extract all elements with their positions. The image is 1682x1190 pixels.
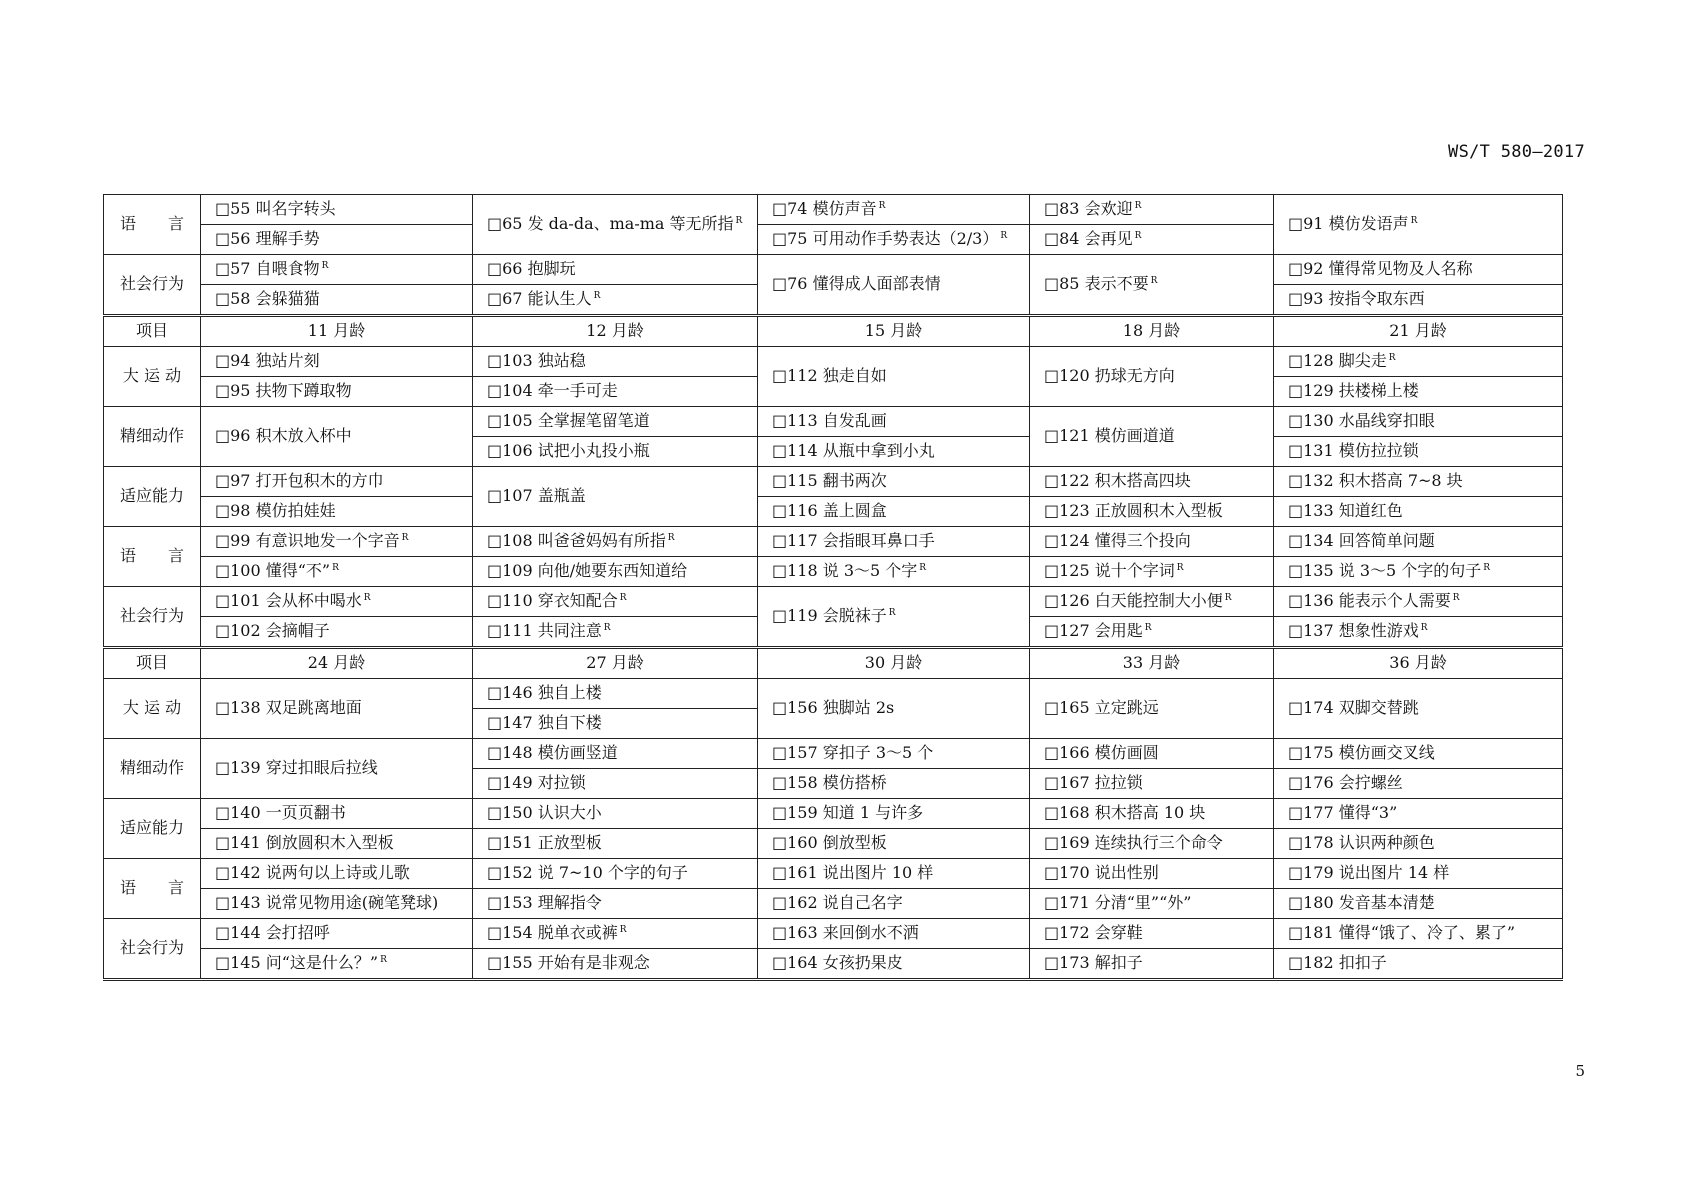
item-text: □74 模仿声音 (772, 199, 877, 219)
r-mark: R (1150, 275, 1158, 286)
item-text: □149 对拉锁 (487, 773, 586, 793)
item-text: □140 一页页翻书 (215, 803, 346, 823)
document-id: WS/T 580—2017 (1448, 142, 1585, 162)
item-text: □160 倒放型板 (772, 833, 887, 853)
item-text: □180 发音基本清楚 (1288, 893, 1435, 913)
item-text: □66 抱脚玩 (487, 259, 576, 279)
milestone-item (1030, 347, 1274, 407)
header-age: 21 月龄 (1274, 316, 1563, 347)
item-text: □132 积木搭高 7~8 块 (1288, 471, 1463, 491)
header-item: 项目 (104, 648, 201, 679)
item-text: □156 独脚站 2s (772, 698, 895, 718)
r-mark: R (919, 562, 927, 573)
milestone-item (1274, 769, 1563, 799)
item-text: □105 全掌握笔留笔道 (487, 411, 650, 431)
milestone-item (473, 347, 758, 377)
header-age: 15 月龄 (758, 316, 1030, 347)
milestone-item (1030, 679, 1274, 739)
item-text: □126 白天能控制大小便 (1044, 591, 1223, 611)
milestone-item (201, 255, 473, 285)
header-age: 27 月龄 (473, 648, 758, 679)
milestone-item (758, 527, 1030, 557)
milestone-item (473, 799, 758, 829)
milestone-item (758, 587, 1030, 648)
milestone-item (1030, 195, 1274, 225)
r-mark: R (619, 592, 627, 603)
milestone-item (1274, 437, 1563, 467)
milestone-item (1030, 617, 1274, 648)
item-text: □106 试把小丸投小瓶 (487, 441, 650, 461)
milestone-item (1274, 919, 1563, 949)
table-row (104, 829, 1563, 859)
milestone-item (201, 377, 473, 407)
milestone-item (758, 769, 1030, 799)
item-text: □92 懂得常见物及人名称 (1288, 259, 1473, 279)
milestone-item (758, 679, 1030, 739)
item-text: □147 独自下楼 (487, 713, 602, 733)
item-text: □166 模仿画圆 (1044, 743, 1159, 763)
item-text: □56 理解手势 (215, 229, 320, 249)
item-text: □65 发 da-da、ma-ma 等无所指 (487, 214, 734, 234)
item-text: □107 盖瓶盖 (487, 486, 586, 506)
item-text: □58 会躲猫猫 (215, 289, 320, 309)
milestone-item (1274, 467, 1563, 497)
milestone-item (758, 467, 1030, 497)
item-text: □117 会指眼耳鼻口手 (772, 531, 935, 551)
category-label: 精细动作 (104, 407, 201, 467)
milestone-item (1030, 587, 1274, 617)
item-text: □118 说 3～5 个字 (772, 561, 918, 581)
item-text: □142 说两句以上诗或儿歌 (215, 863, 410, 883)
item-text: □83 会欢迎 (1044, 199, 1133, 219)
milestone-item (758, 829, 1030, 859)
milestone-item (758, 255, 1030, 316)
milestone-item (1030, 799, 1274, 829)
item-text: □130 水晶线穿扣眼 (1288, 411, 1435, 431)
table-row (104, 587, 1563, 617)
item-text: □182 扣扣子 (1288, 953, 1387, 973)
item-text: □129 扶楼梯上楼 (1288, 381, 1419, 401)
item-text: □137 想象性游戏 (1288, 621, 1419, 641)
header-age: 33 月龄 (1030, 648, 1274, 679)
r-mark: R (332, 562, 339, 573)
item-text: □110 穿衣知配合 (487, 591, 618, 611)
milestone-item (473, 527, 758, 557)
r-mark: R (603, 622, 611, 633)
item-text: □111 共同注意 (487, 621, 602, 641)
milestone-item (758, 437, 1030, 467)
item-text: □122 积木搭高四块 (1044, 471, 1191, 491)
milestone-item (1274, 739, 1563, 769)
item-text: □179 说出图片 14 样 (1288, 863, 1450, 883)
header-age: 12 月龄 (473, 316, 758, 347)
header-age: 30 月龄 (758, 648, 1030, 679)
item-text: □120 扔球无方向 (1044, 366, 1175, 386)
item-text: □152 说 7~10 个字的句子 (487, 863, 688, 883)
item-text: □178 认识两种颜色 (1288, 833, 1435, 853)
item-text: □131 模仿拉拉锁 (1288, 441, 1419, 461)
item-text: □163 来回倒水不洒 (772, 923, 919, 943)
milestone-item (201, 527, 473, 557)
header-age: 24 月龄 (201, 648, 473, 679)
item-text: □99 有意识地发一个字音 (215, 531, 400, 551)
item-text: □127 会用匙 (1044, 621, 1143, 641)
table-row (104, 557, 1563, 587)
category-label: 语 言 (104, 195, 201, 255)
r-mark: R (401, 532, 409, 543)
item-text: □139 穿过扣眼后拉线 (215, 758, 378, 778)
milestone-item (473, 859, 758, 889)
r-mark: R (1134, 200, 1142, 211)
milestone-item (201, 919, 473, 949)
r-mark: R (1388, 352, 1396, 363)
milestone-item (1274, 255, 1563, 285)
milestone-item (758, 195, 1030, 225)
milestone-item (473, 709, 758, 739)
item-text: □176 会拧螺丝 (1288, 773, 1403, 793)
milestone-item (1274, 587, 1563, 617)
milestone-item (201, 225, 473, 255)
milestone-item (758, 739, 1030, 769)
milestone-item (758, 225, 1030, 255)
table-row (104, 195, 1563, 225)
r-mark: R (380, 954, 387, 965)
milestone-item (473, 285, 758, 316)
item-text: □144 会打招呼 (215, 923, 330, 943)
item-text: □175 模仿画交叉线 (1288, 743, 1435, 763)
category-label: 社会行为 (104, 255, 201, 316)
item-text: □158 模仿搭桥 (772, 773, 887, 793)
table-row (104, 679, 1563, 709)
milestone-item (201, 347, 473, 377)
item-text: □151 正放型板 (487, 833, 602, 853)
milestone-item (1274, 889, 1563, 919)
item-text: □146 独自上楼 (487, 683, 602, 703)
item-text: □124 懂得三个投向 (1044, 531, 1191, 551)
milestone-item (1274, 617, 1563, 648)
r-mark: R (667, 532, 675, 543)
r-mark: R (1176, 562, 1184, 573)
milestone-item (1030, 497, 1274, 527)
milestone-item (1030, 919, 1274, 949)
milestone-item (201, 587, 473, 617)
milestone-item (758, 889, 1030, 919)
table-row (104, 799, 1563, 829)
item-text: □98 模仿拍娃娃 (215, 501, 336, 521)
table-row (104, 497, 1563, 527)
page-number: 5 (1575, 1062, 1585, 1080)
item-text: □157 穿扣子 3～5 个 (772, 743, 934, 763)
r-mark: R (1410, 215, 1418, 226)
item-text: □133 知道红色 (1288, 501, 1403, 521)
milestone-item (1274, 195, 1563, 255)
milestone-item (473, 587, 758, 617)
r-mark: R (1000, 230, 1008, 241)
milestone-item (473, 617, 758, 648)
category-label: 适应能力 (104, 467, 201, 527)
milestone-table (103, 194, 1563, 981)
category-label: 社会行为 (104, 587, 201, 648)
table-row (104, 739, 1563, 769)
milestone-item (473, 949, 758, 980)
item-text: □173 解扣子 (1044, 953, 1143, 973)
item-text: □150 认识大小 (487, 803, 602, 823)
r-mark: R (888, 607, 896, 618)
header-item: 项目 (104, 316, 201, 347)
item-text: □57 自喂食物 (215, 259, 320, 279)
milestone-item (1274, 527, 1563, 557)
category-label: 社会行为 (104, 919, 201, 980)
item-text: □93 按指令取东西 (1288, 289, 1425, 309)
item-text: □155 开始有是非观念 (487, 953, 650, 973)
header-age: 36 月龄 (1274, 648, 1563, 679)
item-text: □136 能表示个人需要 (1288, 591, 1451, 611)
item-text: □104 牵一手可走 (487, 381, 618, 401)
table-row (104, 467, 1563, 497)
milestone-item (758, 347, 1030, 407)
milestone-item (201, 497, 473, 527)
table-row (104, 919, 1563, 949)
r-mark: R (1420, 622, 1428, 633)
milestone-item (1030, 255, 1274, 316)
item-text: □119 会脱袜子 (772, 606, 887, 626)
milestone-table-body (104, 195, 1563, 980)
item-text: □84 会再见 (1044, 229, 1133, 249)
item-text: □96 积木放入杯中 (215, 426, 352, 446)
category-label: 精细动作 (104, 739, 201, 799)
table-row (104, 889, 1563, 919)
milestone-item (201, 407, 473, 467)
milestone-item (201, 739, 473, 799)
milestone-item (1274, 949, 1563, 980)
r-mark: R (1134, 230, 1142, 241)
milestone-item (473, 919, 758, 949)
item-text: □159 知道 1 与许多 (772, 803, 924, 823)
milestone-item (473, 467, 758, 527)
category-label: 适应能力 (104, 799, 201, 859)
item-text: □125 说十个字词 (1044, 561, 1175, 581)
item-text: □114 从瓶中拿到小丸 (772, 441, 935, 461)
milestone-item (1030, 225, 1274, 255)
category-label: 大 运 动 (104, 347, 201, 407)
milestone-item (473, 557, 758, 587)
item-text: □113 自发乱画 (772, 411, 887, 431)
item-text: □141 倒放圆积木入型板 (215, 833, 394, 853)
item-text: □109 向他/她要东西知道给 (487, 561, 688, 581)
table-row (104, 347, 1563, 377)
item-text: □145 问“这是什么？” (215, 953, 379, 973)
r-mark: R (878, 200, 886, 211)
table-row (104, 255, 1563, 285)
category-label: 语 言 (104, 859, 201, 919)
milestone-item (473, 255, 758, 285)
header-age: 11 月龄 (201, 316, 473, 347)
item-text: □171 分清“里”“外” (1044, 893, 1192, 913)
milestone-item (1030, 829, 1274, 859)
item-text: □153 理解指令 (487, 893, 602, 913)
age-header-row (104, 648, 1563, 679)
r-mark: R (1224, 592, 1232, 603)
milestone-item (1030, 739, 1274, 769)
r-mark: R (735, 215, 743, 226)
milestone-item (473, 195, 758, 255)
milestone-item (758, 949, 1030, 980)
milestone-item (201, 799, 473, 829)
milestone-item (201, 195, 473, 225)
item-text: □55 叫名字转头 (215, 199, 336, 219)
r-mark: R (619, 924, 627, 935)
milestone-item (473, 769, 758, 799)
milestone-item (758, 557, 1030, 587)
item-text: □154 脱单衣或裤 (487, 923, 618, 943)
milestone-item (758, 407, 1030, 437)
header-age: 18 月龄 (1030, 316, 1274, 347)
item-text: □108 叫爸爸妈妈有所指 (487, 531, 666, 551)
milestone-item (1030, 949, 1274, 980)
milestone-item (473, 679, 758, 709)
item-text: □101 会从杯中喝水 (215, 591, 362, 611)
milestone-item (1274, 829, 1563, 859)
r-mark: R (593, 290, 601, 301)
milestone-item (201, 829, 473, 859)
item-text: □128 脚尖走 (1288, 351, 1387, 371)
item-text: □121 模仿画道道 (1044, 426, 1175, 446)
item-text: □172 会穿鞋 (1044, 923, 1143, 943)
item-text: □162 说自己名字 (772, 893, 903, 913)
milestone-item (1274, 859, 1563, 889)
table-row (104, 859, 1563, 889)
item-text: □143 说常见物用途(碗笔凳球) (215, 893, 439, 913)
item-text: □76 懂得成人面部表情 (772, 274, 941, 294)
milestone-item (473, 889, 758, 919)
milestone-item (473, 829, 758, 859)
table-row (104, 949, 1563, 980)
r-mark: R (1452, 592, 1460, 603)
milestone-item (201, 557, 473, 587)
milestone-item (201, 285, 473, 316)
item-text: □102 会摘帽子 (215, 621, 330, 641)
item-text: □164 女孩扔果皮 (772, 953, 903, 973)
age-header-row (104, 316, 1563, 347)
milestone-item (758, 919, 1030, 949)
item-text: □94 独站片刻 (215, 351, 320, 371)
item-text: □91 模仿发语声 (1288, 214, 1409, 234)
item-text: □97 打开包积木的方巾 (215, 471, 384, 491)
milestone-item (473, 407, 758, 437)
milestone-item (1030, 407, 1274, 467)
milestone-item (1274, 347, 1563, 377)
table-row (104, 527, 1563, 557)
item-text: □134 回答简单问题 (1288, 531, 1435, 551)
category-label: 语 言 (104, 527, 201, 587)
milestone-item (201, 889, 473, 919)
milestone-item (758, 799, 1030, 829)
item-text: □174 双脚交替跳 (1288, 698, 1419, 718)
item-text: □67 能认生人 (487, 289, 592, 309)
item-text: □181 懂得“饿了、冷了、累了” (1288, 923, 1516, 943)
milestone-item (201, 949, 473, 980)
milestone-item (473, 437, 758, 467)
milestone-item (1274, 377, 1563, 407)
r-mark: R (1483, 562, 1491, 573)
r-mark: R (1144, 622, 1152, 633)
milestone-item (1030, 527, 1274, 557)
milestone-item (1274, 285, 1563, 316)
item-text: □103 独站稳 (487, 351, 586, 371)
r-mark: R (321, 260, 329, 271)
item-text: □170 说出性别 (1044, 863, 1159, 883)
table-row (104, 407, 1563, 437)
milestone-item (1030, 769, 1274, 799)
item-text: □169 连续执行三个命令 (1044, 833, 1223, 853)
milestone-item (201, 859, 473, 889)
category-label: 大 运 动 (104, 679, 201, 739)
item-text: □161 说出图片 10 样 (772, 863, 934, 883)
item-text: □148 模仿画竖道 (487, 743, 618, 763)
item-text: □85 表示不要 (1044, 274, 1149, 294)
r-mark: R (363, 592, 371, 603)
milestone-item (1274, 407, 1563, 437)
item-text: □165 立定跳远 (1044, 698, 1159, 718)
item-text: □167 拉拉锁 (1044, 773, 1143, 793)
item-text: □135 说 3～5 个字的句子 (1288, 561, 1482, 581)
milestone-item (201, 617, 473, 648)
item-text: □116 盖上圆盒 (772, 501, 887, 521)
milestone-item (1274, 557, 1563, 587)
item-text: □115 翻书两次 (772, 471, 887, 491)
milestone-item (473, 377, 758, 407)
milestone-item (1030, 467, 1274, 497)
milestone-item (758, 497, 1030, 527)
milestone-item (1274, 799, 1563, 829)
item-text: □95 扶物下蹲取物 (215, 381, 352, 401)
milestone-item (758, 859, 1030, 889)
milestone-item (1030, 889, 1274, 919)
milestone-item (201, 679, 473, 739)
milestone-item (201, 467, 473, 497)
item-text: □75 可用动作手势表达（2/3） (772, 229, 999, 249)
item-text: □168 积木搭高 10 块 (1044, 803, 1206, 823)
milestone-item (1274, 679, 1563, 739)
milestone-item (473, 739, 758, 769)
milestone-item (1030, 557, 1274, 587)
item-text: □100 懂得“不” (215, 561, 331, 581)
milestone-item (1030, 859, 1274, 889)
item-text: □123 正放圆积木入型板 (1044, 501, 1223, 521)
item-text: □112 独走自如 (772, 366, 887, 386)
item-text: □138 双足跳离地面 (215, 698, 362, 718)
milestone-item (1274, 497, 1563, 527)
item-text: □177 懂得“3” (1288, 803, 1398, 823)
